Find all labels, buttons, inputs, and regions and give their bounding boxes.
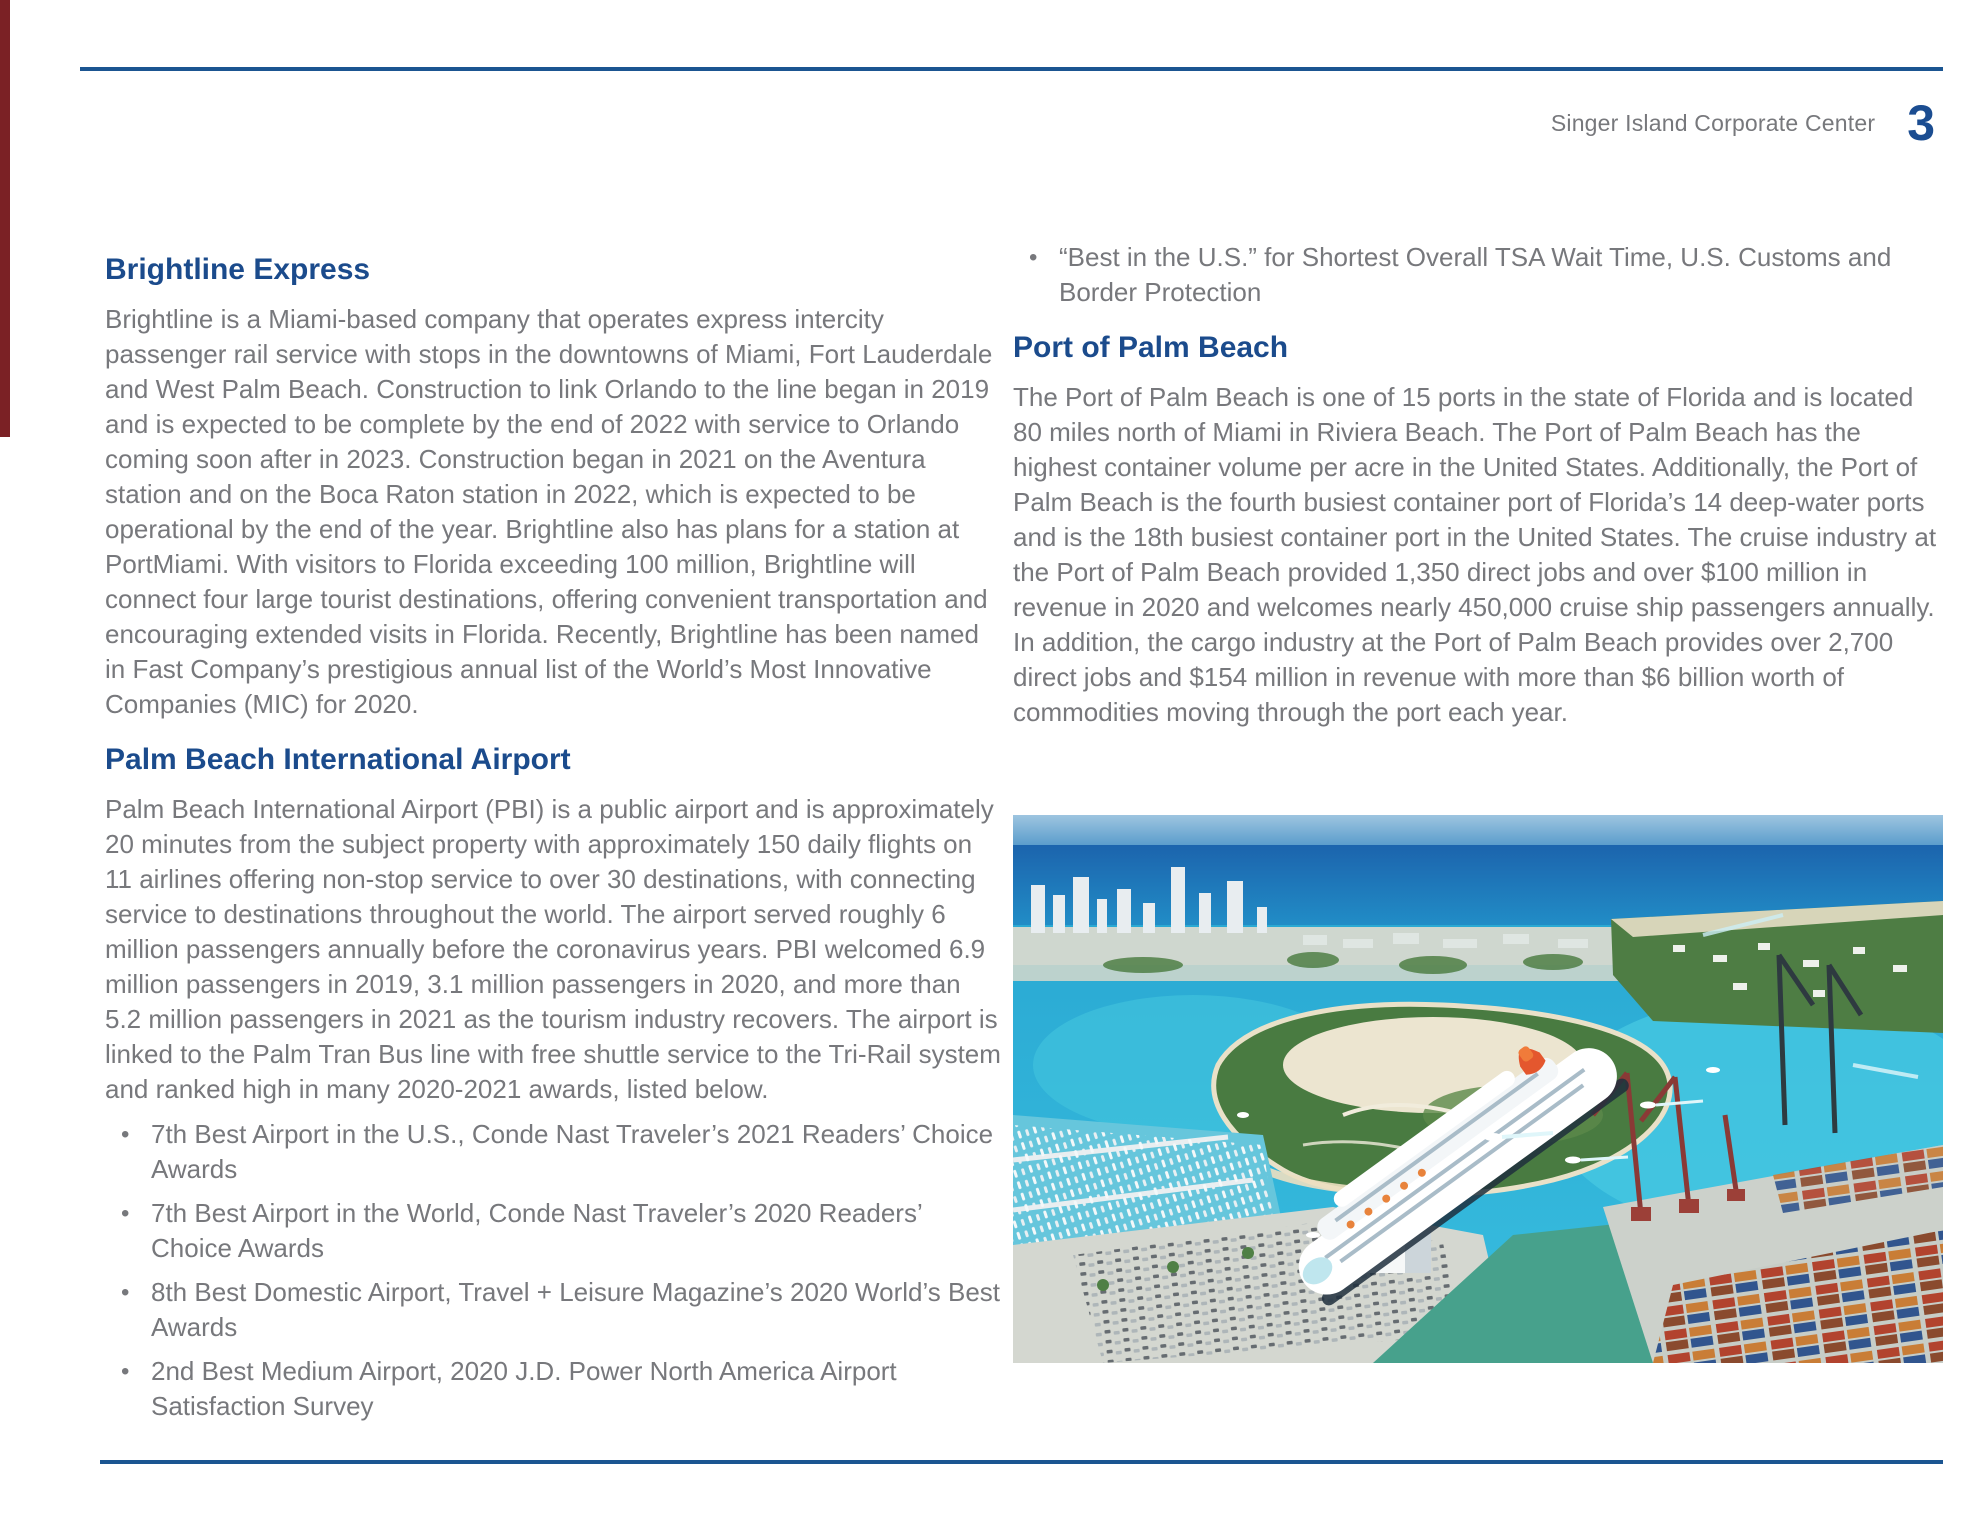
port-heading: Port of Palm Beach [1013,331,1289,364]
page-header [1550,95,1935,151]
list-item [105,1117,1002,1187]
page-number: 3 [1907,95,1935,151]
port-photo-illustration [1013,815,1943,1363]
left-column [105,252,1002,1433]
left-accent-bar [0,0,10,437]
brightline-paragraph: Brightline is a Miami-based company that operates express intercity passenger rail service with stops in the downtowns of Miami, Fort Lauderdale and West Palm Beach. Construction to link Orlando to the line began in 2019 and is expected to be complete by the end of 2022 with service to Orlando coming soon after in 2023. Construction began in 2021 on the Aventura station and on the Boca Raton station in 2022, which is expected to be operational by the end of the year. Brightline also has plans for a station at PortMiami. With visitors to Florida exceeding 100 million, Brightline will connect four large tourist destinations, offering convenient transportation and encouraging extended visits in Florida. Recently, Brightline has been named in Fast Company’s prestigious annual list of the World’s Most Innovative Companies (MIC) for 2020. [105,304,993,719]
bullet-dot: • [121,1358,130,1385]
list-item [105,1354,1002,1424]
top-rule [80,67,1943,71]
list-item [105,1275,1002,1345]
bottom-rule [100,1460,1943,1464]
award-text: 7th Best Airport in the U.S., Conde Nast Traveler’s 2021 Readers’ Choice Awards [151,1119,994,1184]
right-column [1013,240,1943,740]
bullet-dot: • [1029,244,1038,271]
list-item [105,1196,1002,1266]
tsa-bullet-text: “Best in the U.S.” for Shortest Overall TSA Wait Time, U.S. Customs and Border Protection [1059,242,1892,307]
port-paragraph: The Port of Palm Beach is one of 15 ports in the state of Florida and is located 80 miles north of Miami in Riviera Beach. The Port of Palm Beach has the highest container volume per acre in the United States. Additionally, the Port of Palm Beach is the fourth busiest container port of Florida’s 14 deep-water ports and is the 18th busiest container port in the United States. The cruise industry at the Port of Palm Beach provided 1,350 direct jobs and over $100 million in revenue in 2020 and welcomes nearly 450,000 cruise ship passengers annually. In addition, the cargo industry at the Port of Palm Beach provides over 2,700 direct jobs and $154 million in revenue with more than $6 billion worth of commodities moving through the port each year. [1013,382,1937,727]
brightline-heading: Brightline Express [105,253,371,286]
bullet-dot: • [121,1279,130,1306]
port-aerial-photo [1013,815,1943,1363]
bullet-dot: • [121,1200,130,1227]
award-text: 2nd Best Medium Airport, 2020 J.D. Power North America Airport Satisfaction Survey [151,1356,897,1421]
award-text: 8th Best Domestic Airport, Travel + Leisure Magazine’s 2020 World’s Best Awards [151,1277,1001,1342]
tsa-bullet-list [1013,240,1943,310]
airport-paragraph: Palm Beach International Airport (PBI) is a public airport and is approximately 20 minutes from the subject property with approximately 150 daily flights on 11 airlines offering non-stop service to over 30 destinations, with connecting service to destinations throughout the world. The airport served roughly 6 million passengers annually before the coronavirus years. PBI welcomed 6.9 million passengers in 2019, 3.1 million passengers in 2020, and more than 5.2 million passengers in 2021 as the tourism industry recovers. The airport is linked to the Palm Tran Bus line with free shuttle service to the Tri-Rail system and ranked high in many 2020-2021 awards, listed below. [105,794,1001,1104]
list-item [1013,240,1943,310]
header-title: Singer Island Corporate Center [1550,109,1876,136]
award-text: 7th Best Airport in the World, Conde Nast Traveler’s 2020 Readers’ Choice Awards [151,1198,922,1263]
bullet-dot: • [121,1121,130,1148]
airport-heading: Palm Beach International Airport [105,743,571,776]
airport-awards-list [105,1117,1002,1424]
